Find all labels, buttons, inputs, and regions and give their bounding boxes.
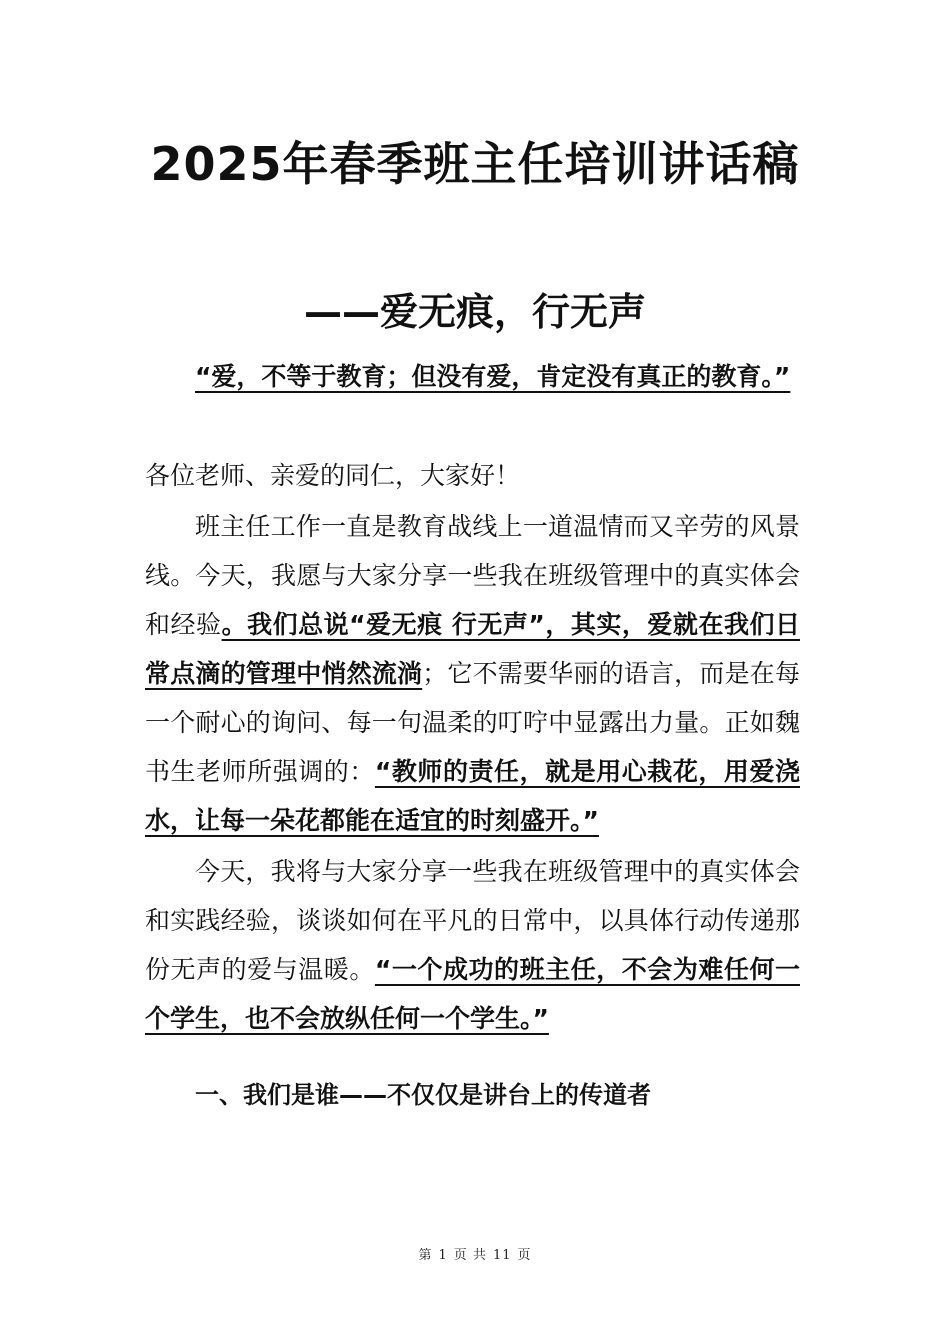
opening-quote bbox=[145, 352, 800, 401]
paragraph-2-text-a: 今天，我将与大家分享一些我在班级管理中的真实体会和实践经验，谈谈如何在平凡的日常中，以具体行动传递那份无声的爱与温暖。 bbox=[145, 857, 800, 984]
paragraph-1-emphasis-b: “教师的责任，就是用心栽花，用爱浇水，让每一朵花都能在适宜的时刻盛开。” bbox=[145, 757, 800, 835]
document-title: 2025年春季班主任培训讲话稿 bbox=[150, 137, 800, 191]
document-subtitle: ——爱无痕，行无声 bbox=[303, 290, 646, 334]
footer-prefix: 第 bbox=[418, 1248, 433, 1263]
greeting: 各位老师、亲爱的同仁，大家好！ bbox=[145, 461, 521, 490]
page-footer bbox=[0, 1244, 950, 1263]
footer-current-page: 1 bbox=[438, 1248, 448, 1263]
opening-quote-text: “爱，不等于教育；但没有爱，肯定没有真正的教育。” bbox=[195, 362, 791, 391]
paragraph-1-emphasis-a: 。我们总说“爱无痕 行无声”，其实，爱就在我们日常点滴的管理中悄然流淌 bbox=[145, 610, 800, 688]
footer-middle: 页 共 bbox=[453, 1248, 487, 1263]
section-heading: 一、我们是谁——不仅仅是讲台上的传道者 bbox=[195, 1081, 651, 1109]
paragraph-2 bbox=[145, 847, 800, 1043]
paragraph-1 bbox=[145, 502, 800, 845]
footer-suffix: 页 bbox=[517, 1248, 532, 1263]
footer-total-pages: 11 bbox=[492, 1248, 512, 1263]
paragraph-1-text-b: ；它不需要华丽的语言，而是在每一个耐心的询问、每一句温柔的叮咛中显露出力量。正如魏书生老师所强调的： bbox=[145, 659, 800, 786]
paragraph-2-emphasis-a: “一个成功的班主任，不会为难任何一个学生，也不会放纵任何一个学生。” bbox=[145, 955, 800, 1033]
paragraph-1-text-a: 班主任工作一直是教育战线上一道温情而又辛劳的风景线。今天，我愿与大家分享一些我在班级管理中的真实体会和经验 bbox=[145, 512, 800, 639]
